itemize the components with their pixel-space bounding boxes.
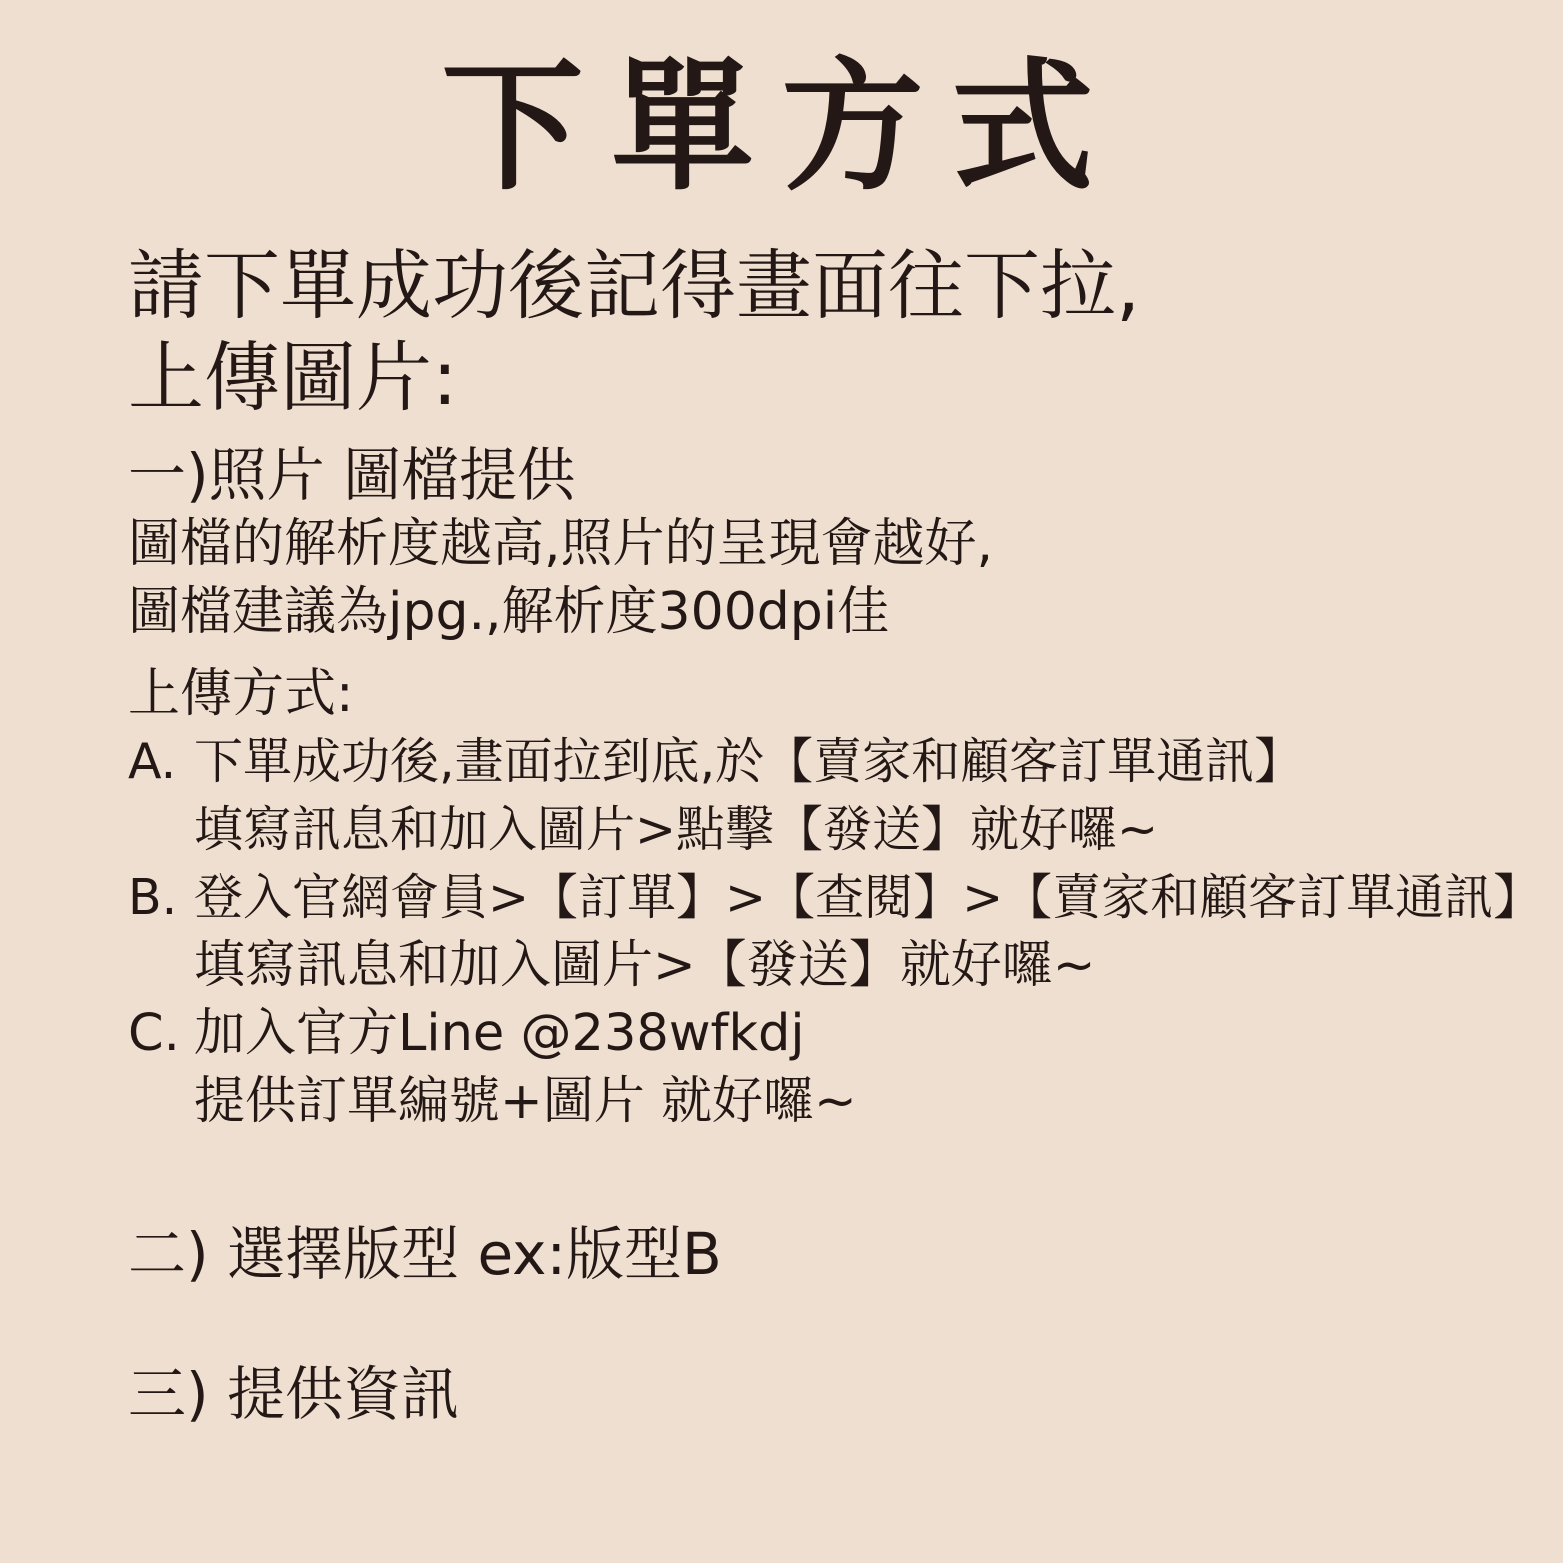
body-line-resolution: 圖檔的解析度越高,照片的呈現會越好,	[128, 514, 994, 574]
method-b-line-1: 登入官網會員>【訂單】>【查閱】>【賣家和顧客訂單通訊】	[194, 869, 1543, 926]
method-c-letter: C.	[128, 1004, 180, 1063]
method-b-line-2: 填寫訊息和加入圖片>【發送】就好囉~	[194, 936, 1096, 995]
intro-text	[128, 240, 1140, 424]
method-c	[128, 1000, 1542, 1136]
method-b-letter: B.	[128, 869, 178, 926]
page-title: 下單方式	[441, 45, 1122, 210]
method-c-line-1: 加入官方Line @238wfkdj	[194, 1004, 805, 1063]
section-2-heading: 二) 選擇版型 ex:版型B	[128, 1220, 722, 1288]
upload-method-list	[128, 728, 1542, 1136]
method-a	[128, 728, 1542, 864]
method-b	[128, 864, 1542, 1000]
method-c-line-2: 提供訂單編號+圖片 就好囉~	[194, 1072, 857, 1131]
method-a-line-2: 填寫訊息和加入圖片>點擊【發送】就好囉~	[194, 801, 1159, 858]
intro-line-2: 上傳圖片:	[128, 333, 458, 422]
section-1-body	[128, 510, 993, 646]
section-1-heading: 一)照片 圖檔提供	[128, 441, 576, 509]
method-a-line-1: 下單成功後,畫面拉到底,於【賣家和顧客訂單通訊】	[194, 733, 1304, 790]
method-a-letter: A.	[128, 733, 177, 790]
intro-line-1: 請下單成功後記得畫面往下拉,	[128, 241, 1141, 330]
upload-method-heading: 上傳方式:	[128, 664, 354, 724]
section-3-heading: 三) 提供資訊	[128, 1360, 460, 1428]
body-line-format: 圖檔建議為jpg.,解析度300dpi佳	[128, 582, 890, 642]
